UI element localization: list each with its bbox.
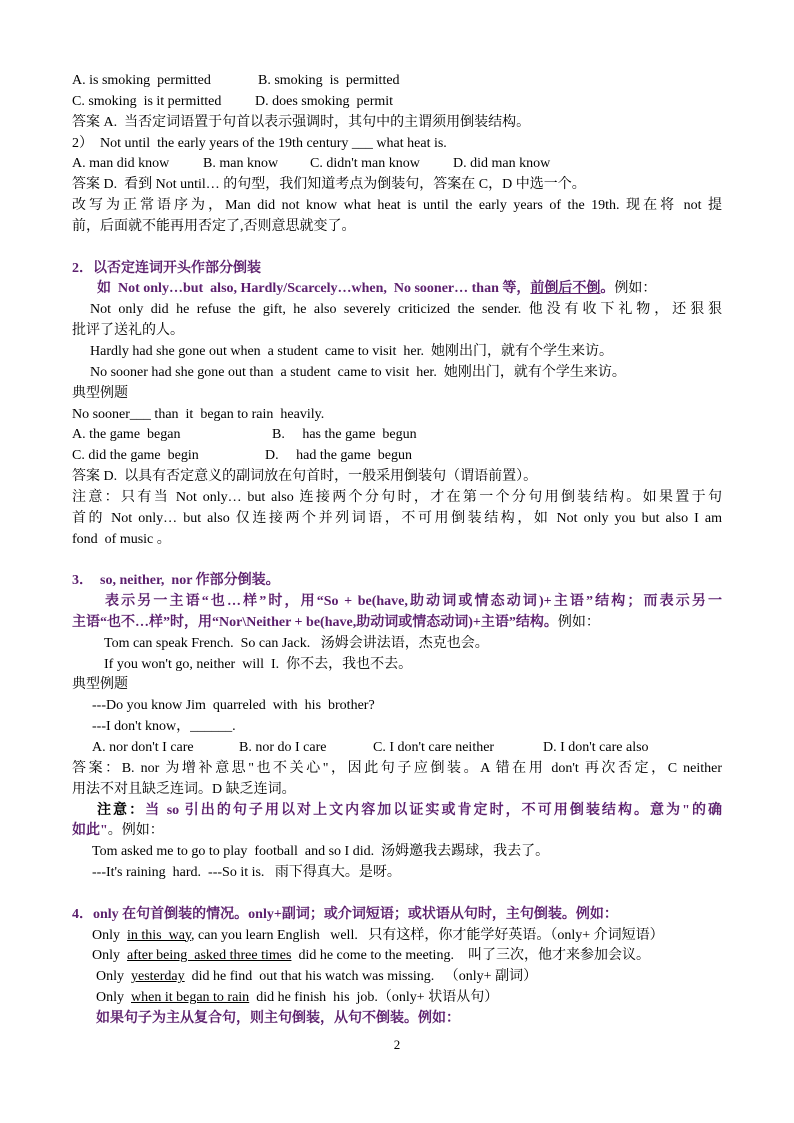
- section-3-example-1: Tom can speak French. So can Jack. 汤姆会讲法语，杰克也会。: [104, 635, 489, 651]
- section-3-heading: 3． so, neither, nor 作部分倒装。: [72, 573, 280, 589]
- blank-line: [72, 550, 732, 571]
- q2-explanation: 改写为正常语序为，Man did not know what heat is until the early years of the 19th. 现在将 not 提: [72, 198, 722, 214]
- section-4-example-4: [72, 988, 732, 1009]
- rule-underlined: 前倒后不倒: [530, 281, 601, 297]
- example-2-underlined: after being asked three times: [127, 948, 292, 964]
- section-3-option-d: D. I don't care also: [543, 740, 649, 755]
- example-2-start: Only: [92, 948, 127, 964]
- section-3-rule-2: [72, 613, 732, 634]
- note-text: 当 so 引出的句子用以对上文内容加以证实或肯定时，不可用倒装结构。意为"的确: [145, 802, 722, 818]
- section-3-answer-1: 答案：B. nor 为增补意思"也不关心"，因此句子应倒装。A 错在用 don't 再次否定，C neither: [72, 760, 722, 776]
- example-3-underlined: yesterday: [131, 969, 185, 985]
- section-4-example-2: [72, 946, 732, 967]
- section-3-dialog-2: ---I don't know，______.: [92, 719, 236, 735]
- rule-example-label: 例如：: [614, 281, 657, 297]
- section-3-answer-2: 用法不对且缺乏连词。D 缺乏连词。: [72, 781, 296, 797]
- section-3-option-a: A. nor don't I care: [92, 740, 194, 755]
- section-2-typical-label: 典型例题: [72, 385, 128, 401]
- note-example-label: 。例如：: [107, 823, 164, 839]
- section-3-example-3: Tom asked me to go to play football and so I did. 汤姆邀我去踢球，我去了。: [92, 844, 550, 860]
- rule-text: 如 Not only…but also, Hardly/Scarcely…when, No sooner… than 等，: [97, 281, 531, 297]
- section-2-note-3: fond of music 。: [72, 531, 171, 547]
- q2-answer: 答案 D. 看到 Not until… 的句型，我们知道考点为倒装句，答案在 C，D 中选一个。: [72, 177, 586, 193]
- section-3-example-4: ---It's raining hard. ---So it is. 雨下得真大。是呀。: [92, 865, 401, 881]
- q1-option-c: C. smoking is it permitted: [72, 93, 222, 109]
- q2-option-c: C. didn't man know: [310, 156, 420, 172]
- section-2-option-c: C. did the game begin: [72, 448, 199, 464]
- q2-option-b: B. man know: [203, 156, 279, 172]
- section-4-heading: 4．only 在句首倒装的情况。only+副词；或介词短语；或状语从句时，主句倒装。例如：: [72, 906, 618, 922]
- page-content: [72, 71, 732, 1030]
- section-2-example-2: Hardly had she gone out when a student came to visit her. 她刚出门，就有个学生来访。: [90, 343, 613, 359]
- section-4-note: 如果句子为主从复合句，则主句倒装，从句不倒装。例如：: [96, 1010, 460, 1026]
- example-1-underlined: in this way: [127, 927, 192, 943]
- blank-line: [72, 238, 732, 259]
- q2-option-a: A. man did know: [72, 156, 170, 172]
- q1-options-row-1: [72, 71, 732, 92]
- example-1-start: Only: [92, 927, 127, 943]
- section-2-heading: 2．以否定连词开头作部分倒装: [72, 260, 261, 276]
- section-3-option-b: B. nor do I care: [239, 740, 327, 755]
- section-3-dialog-1: ---Do you know Jim quarreled with his brother?: [92, 698, 375, 714]
- section-2-options-row-2: [72, 446, 732, 467]
- section-3-note-cont: [72, 821, 732, 842]
- section-2-option-d: D. had the game begun: [265, 448, 412, 464]
- section-2-example-1-cont: 批评了送礼的人。: [72, 323, 184, 339]
- section-2-note-1: 注意：只有当 Not only… but also 连接两个分句时，才在第一个分句用倒装结构。如果置于句: [72, 489, 722, 505]
- q2-options-row: [72, 154, 732, 175]
- example-4-underlined: when it began to rain: [131, 990, 250, 1006]
- blank-line: [72, 884, 732, 905]
- section-3-rule-1: 表示另一主语“也…样”时，用“So + be(have,助动词或情态动词)+主语”结构；而表示另一: [105, 594, 722, 610]
- q1-option-b: B. smoking is permitted: [258, 73, 400, 88]
- q2-option-d: D. did man know: [453, 156, 551, 172]
- section-4-example-1: [72, 926, 732, 947]
- section-3-options-row: [72, 738, 732, 759]
- section-3-example-2: If you won't go, neither will I. 你不去，我也不去。: [104, 656, 413, 672]
- section-4-example-3: [72, 967, 732, 988]
- section-2-answer: 答案 D. 以具有否定意义的副词放在句首时，一般采用倒装句（谓语前置）。: [72, 469, 538, 485]
- section-2-example-1: Not only did he refuse the gift, he also severely criticized the sender. 他没有收下礼物，还狠狠: [90, 302, 722, 318]
- example-3-rest: did he find out that his watch was missing. （only+ 副词）: [184, 969, 538, 985]
- note-label: 注意：: [97, 802, 146, 818]
- example-3-start: Only: [96, 969, 131, 985]
- section-2-rule: [72, 279, 732, 300]
- q1-option-d: D. does smoking permit: [255, 93, 394, 109]
- rule-period: 。: [600, 281, 615, 297]
- section-2-question: No sooner___ than it began to rain heavily.: [72, 406, 325, 422]
- example-2-rest: did he come to the meeting. 叫了三次，他才来参加会议。: [291, 948, 650, 964]
- rule-2-example-label: 例如：: [557, 614, 600, 630]
- example-4-rest: did he finish his job.（only+ 状语从句）: [249, 990, 499, 1006]
- q1-options-row-2: [72, 92, 732, 113]
- section-3-option-c: C. I don't care neither: [373, 740, 495, 755]
- section-2-option-a: A. the game began: [72, 427, 181, 443]
- section-2-example-3: No sooner had she gone out than a student came to visit her. 她刚出门，就有个学生来访。: [90, 364, 626, 380]
- section-2-option-b: B. has the game begun: [272, 427, 417, 443]
- rule-2-text: 主语“也不…样”时，用“Nor\Neither + be(have,助动词或情态动词)+主语”结构。: [72, 614, 558, 630]
- note-text-cont: 如此": [72, 823, 108, 839]
- section-2-options-row-1: [72, 425, 732, 446]
- example-4-start: Only: [96, 990, 131, 1006]
- section-2-note-2: 首的 Not only… but also 仅连接两个并列词语，不可用倒装结构，如 Not only you but also I am: [72, 510, 722, 526]
- section-3-typical-label: 典型例题: [72, 677, 128, 693]
- q2-question: 2） Not until the early years of the 19th century ___ what heat is.: [72, 135, 447, 151]
- q2-explanation-cont: 前，后面就不能再用否定了,否则意思就变了。: [72, 218, 356, 234]
- section-3-note: [72, 801, 722, 822]
- example-1-rest: , can you learn English well. 只有这样，你才能学好英语。（only+ 介词短语）: [191, 927, 664, 943]
- page-number: 2: [393, 1037, 401, 1052]
- q1-option-a: A. is smoking permitted: [72, 73, 211, 88]
- q1-answer: 答案 A. 当否定词语置于句首以表示强调时，其句中的主谓须用倒装结构。: [72, 114, 531, 130]
